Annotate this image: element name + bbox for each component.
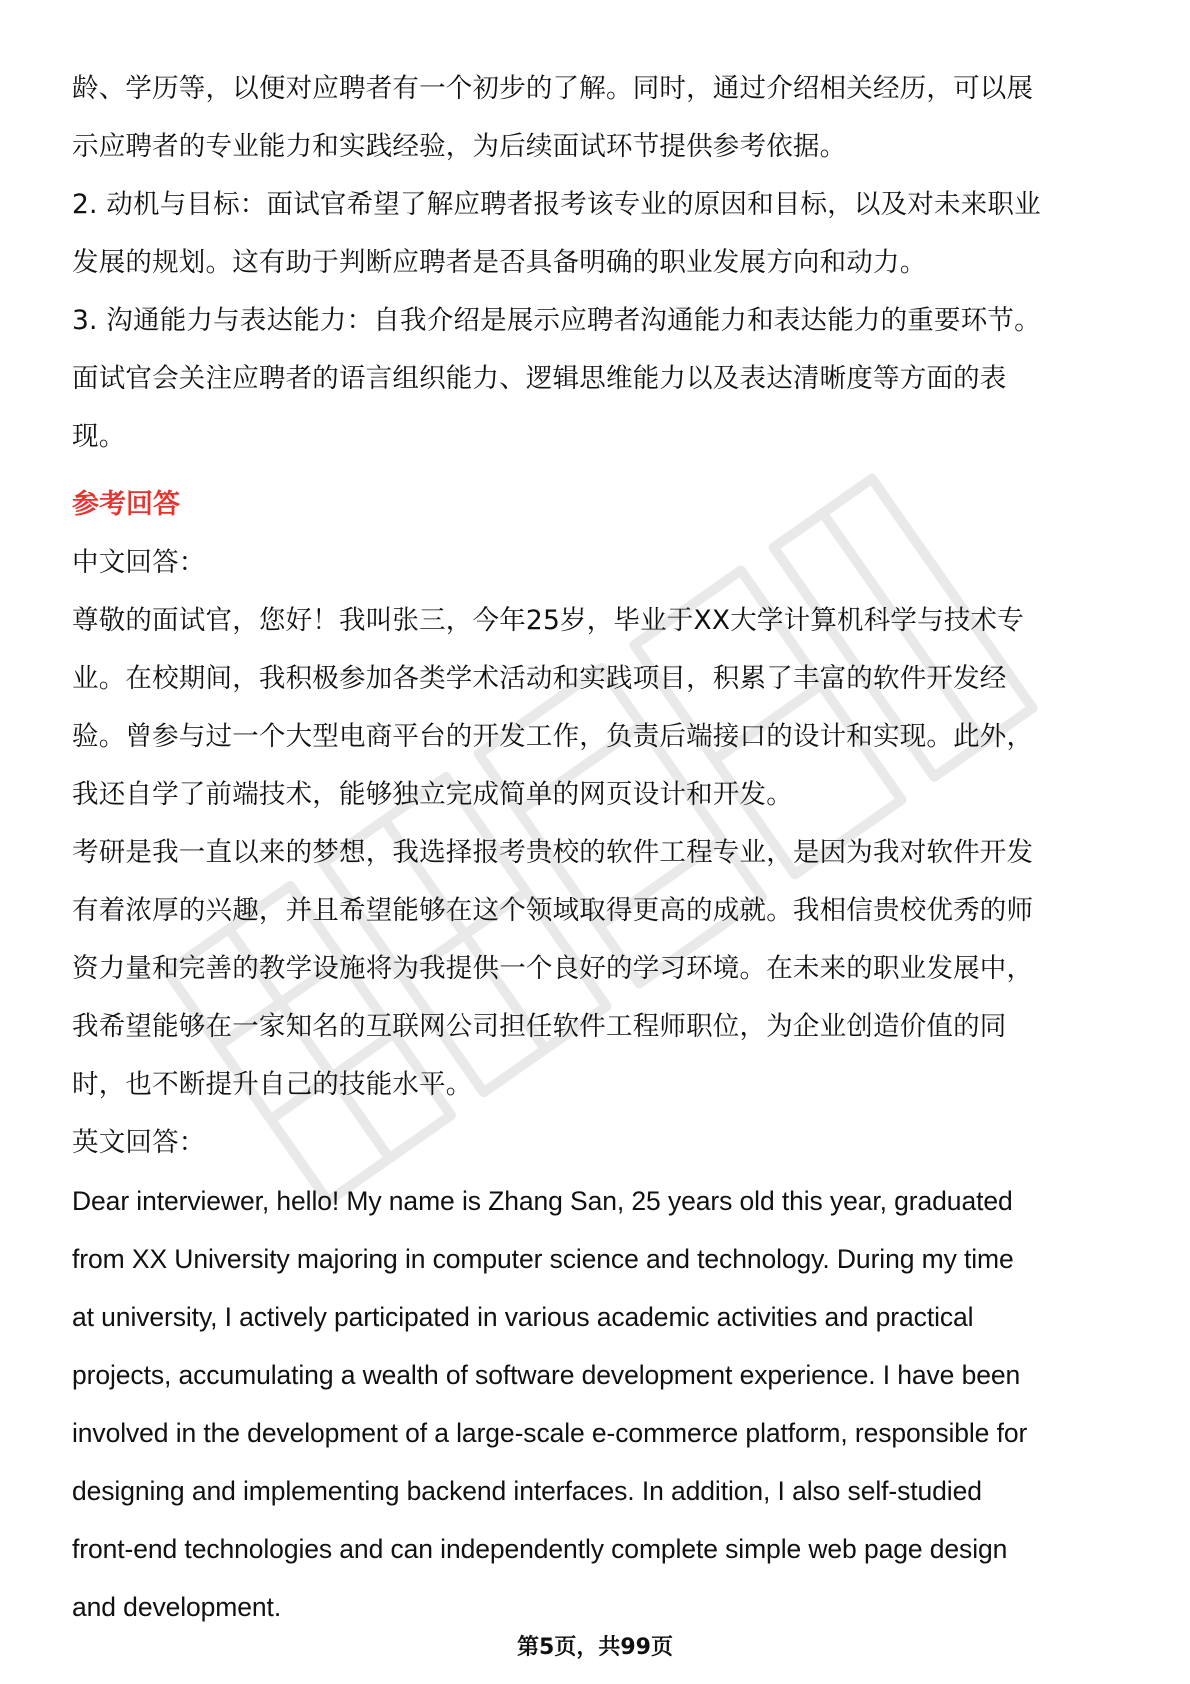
text-line: and development.	[72, 1592, 282, 1622]
document-page	[72, 60, 1132, 1636]
text-line: 资力量和完善的教学设施将为我提供一个良好的学习环境。在未来的职业发展中，	[72, 953, 1034, 984]
text-line: 业。在校期间，我积极参加各类学术活动和实践项目，积累了丰富的软件开发经	[72, 663, 1007, 694]
text-line: 验。曾参与过一个大型电商平台的开发工作，负责后端接口的设计和实现。此外，	[72, 721, 1034, 752]
text-line: 考研是我一直以来的梦想，我选择报考贵校的软件工程专业，是因为我对软件开发	[72, 837, 1034, 868]
text-line: designing and implementing backend interfaces. In addition, I also self-studied	[72, 1476, 982, 1506]
text-line: 现。	[72, 421, 126, 452]
text-line: Dear interviewer, hello! My name is Zhang San, 25 years old this year, graduated	[72, 1186, 1013, 1216]
text-line: 面试官会关注应聘者的语言组织能力、逻辑思维能力以及表达清晰度等方面的表	[72, 363, 1007, 394]
text-line: 时，也不断提升自己的技能水平。	[72, 1069, 473, 1100]
section-title-reference: 参考回答	[72, 489, 180, 520]
text-line: 我还自学了前端技术，能够独立完成简单的网页设计和开发。	[72, 779, 793, 810]
text-line: front-end technologies and can independently complete simple web page design	[72, 1534, 1008, 1564]
text-line: 3. 沟通能力与表达能力：自我介绍是展示应聘者沟通能力和表达能力的重要环节。	[72, 305, 1041, 336]
text-line: 我希望能够在一家知名的互联网公司担任软件工程师职位，为企业创造价值的同	[72, 1011, 1007, 1042]
intro-points	[72, 60, 1132, 466]
english-answer-label: 英文回答：	[72, 1127, 206, 1158]
english-answer	[72, 1172, 1132, 1636]
text-line: at university, I actively participated in various academic activities and practical	[72, 1302, 974, 1332]
text-line: 2. 动机与目标：面试官希望了解应聘者报考该专业的原因和目标，以及对未来职业	[72, 189, 1041, 220]
text-line: from XX University majoring in computer science and technology. During my time	[72, 1244, 1014, 1274]
page-number: 第5页，共99页	[517, 1635, 673, 1660]
chinese-answer	[72, 592, 1132, 1114]
text-line: 龄、学历等，以便对应聘者有一个初步的了解。同时，通过介绍相关经历，可以展	[72, 73, 1034, 104]
text-line: 有着浓厚的兴趣，并且希望能够在这个领域取得更高的成就。我相信贵校优秀的师	[72, 895, 1034, 926]
text-line: 尊敬的面试官，您好！我叫张三，今年25岁，毕业于XX大学计算机科学与技术专	[72, 605, 1024, 636]
text-line: 示应聘者的专业能力和实践经验，为后续面试环节提供参考依据。	[72, 131, 847, 162]
text-line: 发展的规划。这有助于判断应聘者是否具备明确的职业发展方向和动力。	[72, 247, 927, 278]
chinese-answer-label: 中文回答：	[72, 547, 206, 578]
text-line: involved in the development of a large-scale e-commerce platform, responsible for	[72, 1418, 1028, 1448]
text-line: projects, accumulating a wealth of software development experience. I have been	[72, 1360, 1021, 1390]
